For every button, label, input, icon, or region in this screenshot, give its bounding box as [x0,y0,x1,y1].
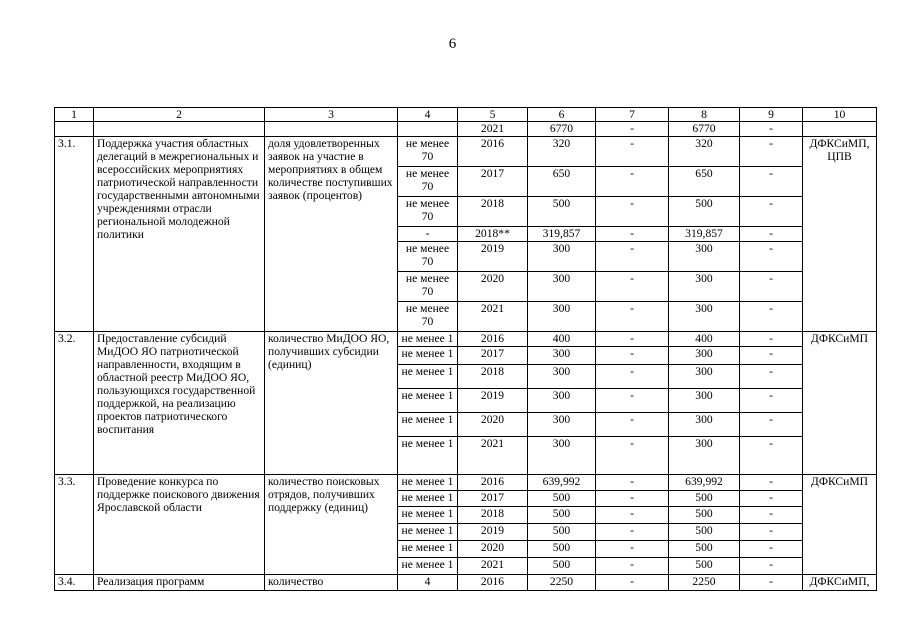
header-cell: 6 [528,108,596,122]
total-amount-cell: 639,992 [528,475,596,491]
section-number: 3.2. [55,332,94,475]
column-number-header-row [55,108,877,122]
year-cell: 2019 [458,524,528,541]
header-cell: 1 [55,108,94,122]
federal-amount-cell: - [596,302,669,332]
indicator-name: количество [265,575,398,591]
regional-amount-cell: 639,992 [669,475,740,491]
other-amount-cell: - [740,507,803,524]
year-cell: 2018** [458,227,528,242]
other-amount-cell: - [740,491,803,507]
federal-amount-cell: - [596,227,669,242]
federal-amount-cell: - [596,558,669,575]
empty-cell [55,122,94,137]
year-cell: 2021 [458,558,528,575]
other-amount-cell: - [740,558,803,575]
header-cell: 5 [458,108,528,122]
other-amount-cell: - [740,437,803,475]
other-amount-cell: - [740,227,803,242]
year-cell: 2021 [458,302,528,332]
other-amount-cell: - [740,413,803,437]
regional-amount-cell: 300 [669,365,740,389]
regional-amount-cell: 300 [669,272,740,302]
target-value-cell: не менее 70 [398,272,458,302]
regional-amount-cell: 300 [669,347,740,365]
other-amount-cell: - [740,302,803,332]
total-amount-cell: 2250 [528,575,596,591]
other-amount-cell: - [740,575,803,591]
federal-amount-cell: - [596,347,669,365]
federal-amount-cell: - [596,524,669,541]
federal-amount-cell: - [596,197,669,227]
total-amount-cell: 300 [528,302,596,332]
federal-amount-cell: - [596,507,669,524]
year-cell: 2020 [458,413,528,437]
regional-amount-cell: 300 [669,437,740,475]
federal-amount-cell: - [596,541,669,558]
measure-name: Реализация программ [94,575,265,591]
other-amount-cell: - [740,475,803,491]
federal-amount-cell: - [596,167,669,197]
year-cell: 2017 [458,167,528,197]
total-amount-cell: 500 [528,524,596,541]
section-number: 3.4. [55,575,94,591]
year-cell: 2019 [458,389,528,413]
executor-cell: ДФКСиМП [803,475,877,575]
section-number: 3.3. [55,475,94,575]
federal-amount-cell: - [596,272,669,302]
empty-cell [265,122,398,137]
indicator-name: количество поисковых отрядов, получивших поддержку (единиц) [265,475,398,575]
other-amount-cell: - [740,197,803,227]
year-cell: 2021 [458,437,528,475]
year-cell: 2018 [458,507,528,524]
regional-amount-cell: 500 [669,491,740,507]
target-value-cell: не менее 1 [398,413,458,437]
target-value-cell: не менее 1 [398,475,458,491]
year-cell: 2019 [458,242,528,272]
federal-amount-cell: - [596,242,669,272]
target-value-cell: не менее 1 [398,332,458,347]
total-amount-cell: 300 [528,365,596,389]
header-cell: 3 [265,108,398,122]
measure-name: Поддержка участия областных делегаций в межрегиональных и всероссийских мероприятиях патриотической направленности государственными автономными учреждениями отрасли региональной молодежной политики [94,137,265,332]
page-number: 6 [448,36,457,52]
header-cell: 2 [94,108,265,122]
year-cell: 2020 [458,272,528,302]
regional-amount-cell: 400 [669,332,740,347]
regional-amount-cell: 319,857 [669,227,740,242]
header-cell: 8 [669,108,740,122]
target-value-cell: не менее 70 [398,302,458,332]
target-value-cell: не менее 70 [398,197,458,227]
total-amount-cell: 500 [528,541,596,558]
target-value-cell: не менее 70 [398,242,458,272]
executor-cell: ДФКСиМП, ЦПВ [803,137,877,332]
regional-amount-cell: 300 [669,389,740,413]
other-amount-cell: - [740,242,803,272]
target-value-cell: не менее 1 [398,507,458,524]
federal-amount-cell: - [596,332,669,347]
continuation-row [55,122,877,137]
regional-amount-cell: 6770 [669,122,740,137]
target-value-cell: 4 [398,575,458,591]
regional-amount-cell: 500 [669,197,740,227]
regional-amount-cell: 650 [669,167,740,197]
other-amount-cell: - [740,272,803,302]
regional-amount-cell: 500 [669,524,740,541]
federal-amount-cell: - [596,437,669,475]
total-amount-cell: 300 [528,413,596,437]
target-value-cell: не менее 1 [398,491,458,507]
federal-amount-cell: - [596,413,669,437]
empty-cell [803,122,877,137]
year-cell: 2016 [458,575,528,591]
total-amount-cell: 319,857 [528,227,596,242]
regional-amount-cell: 500 [669,507,740,524]
regional-amount-cell: 500 [669,558,740,575]
table-row [55,332,877,347]
total-amount-cell: 500 [528,558,596,575]
year-cell: 2017 [458,491,528,507]
federal-amount-cell: - [596,491,669,507]
indicator-name: количество МиДОО ЯО, получивших субсидии (единиц) [265,332,398,475]
target-value-cell: не менее 70 [398,167,458,197]
other-amount-cell: - [740,137,803,167]
year-cell: 2017 [458,347,528,365]
other-amount-cell: - [740,167,803,197]
total-amount-cell: 300 [528,389,596,413]
total-amount-cell: 400 [528,332,596,347]
empty-cell [398,122,458,137]
total-amount-cell: 500 [528,197,596,227]
federal-amount-cell: - [596,365,669,389]
total-amount-cell: 6770 [528,122,596,137]
other-amount-cell: - [740,541,803,558]
year-cell: 2018 [458,365,528,389]
total-amount-cell: 300 [528,347,596,365]
table-row [55,137,877,167]
target-value-cell: не менее 1 [398,365,458,389]
header-cell: 10 [803,108,877,122]
measure-name: Предоставление субсидий МиДОО ЯО патриотической направленности, входящим в областной реестр МиДОО ЯО, пользующихся государственной поддержкой, на реализацию проектов патриотического воспитания [94,332,265,475]
section-number: 3.1. [55,137,94,332]
total-amount-cell: 300 [528,437,596,475]
regional-amount-cell: 500 [669,541,740,558]
indicator-name: доля удовлетворенных заявок на участие в мероприятиях в общем количестве поступивших заявок (процентов) [265,137,398,332]
federal-amount-cell: - [596,122,669,137]
regional-amount-cell: 300 [669,302,740,332]
federal-amount-cell: - [596,389,669,413]
other-amount-cell: - [740,389,803,413]
header-cell: 7 [596,108,669,122]
other-amount-cell: - [740,332,803,347]
other-amount-cell: - [740,365,803,389]
table-row [55,575,877,591]
year-cell: 2016 [458,137,528,167]
target-value-cell: не менее 1 [398,524,458,541]
total-amount-cell: 500 [528,491,596,507]
year-cell: 2016 [458,332,528,347]
target-value-cell: не менее 1 [398,558,458,575]
federal-amount-cell: - [596,137,669,167]
executor-cell: ДФКСиМП [803,332,877,475]
year-cell: 2020 [458,541,528,558]
executor-cell: ДФКСиМП, [803,575,877,591]
target-value-cell: не менее 1 [398,389,458,413]
total-amount-cell: 500 [528,507,596,524]
measure-name: Проведение конкурса по поддержке поискового движения Ярославской области [94,475,265,575]
target-value-cell: не менее 1 [398,541,458,558]
target-value-cell: - [398,227,458,242]
header-cell: 9 [740,108,803,122]
year-cell: 2016 [458,475,528,491]
federal-amount-cell: - [596,575,669,591]
federal-amount-cell: - [596,475,669,491]
other-amount-cell: - [740,347,803,365]
year-cell: 2018 [458,197,528,227]
empty-cell [94,122,265,137]
total-amount-cell: 650 [528,167,596,197]
target-value-cell: не менее 70 [398,137,458,167]
year-cell: 2021 [458,122,528,137]
other-amount-cell: - [740,524,803,541]
total-amount-cell: 300 [528,242,596,272]
regional-amount-cell: 320 [669,137,740,167]
header-cell: 4 [398,108,458,122]
total-amount-cell: 320 [528,137,596,167]
target-value-cell: не менее 1 [398,347,458,365]
regional-amount-cell: 300 [669,242,740,272]
table-row [55,475,877,491]
target-value-cell: не менее 1 [398,437,458,475]
regional-amount-cell: 2250 [669,575,740,591]
program-measures-table [54,107,877,591]
total-amount-cell: 300 [528,272,596,302]
regional-amount-cell: 300 [669,413,740,437]
other-amount-cell: - [740,122,803,137]
